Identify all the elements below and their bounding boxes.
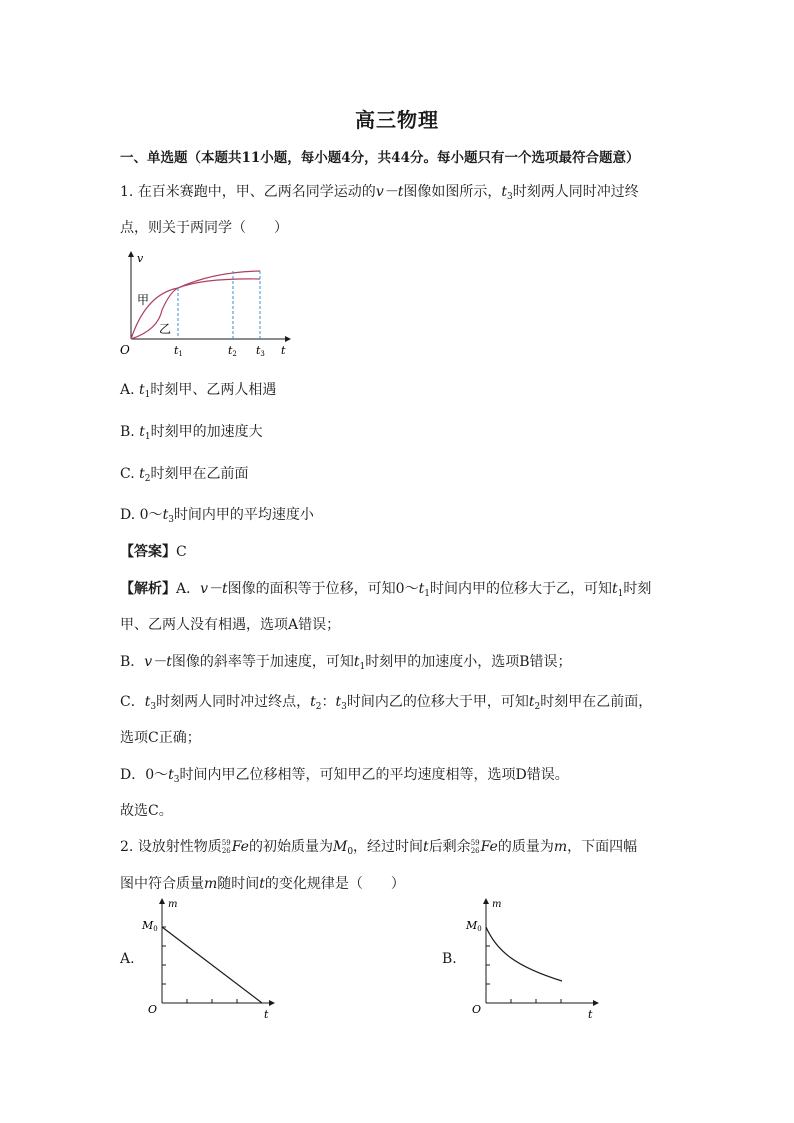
q2-number: 2.	[120, 839, 134, 855]
q2-stem-line1: 2. 设放射性物质59 26Fe的初始质量为$M_0$，经过时间t后剩余59 26Fe的质量为m，下面四幅	[120, 839, 638, 857]
analysis-line5: 选项C正确；	[120, 730, 201, 746]
y-ticks	[486, 946, 490, 984]
t1-tick-label: t1	[174, 344, 183, 358]
q2-graph-b	[462, 897, 602, 1022]
yi-curve	[131, 279, 260, 339]
q2-option-b-letter[interactable]: B.	[442, 951, 457, 967]
m-label: m	[168, 899, 178, 910]
jia-label: 甲	[137, 293, 150, 307]
q1-option-a[interactable]: A. $t_1$时刻甲、乙两人相遇	[120, 382, 277, 400]
exponential-decay-curve	[486, 927, 562, 981]
analysis-line3: B．v－t图像的斜率等于加速度，可知$t_1$时刻甲的加速度小，选项B错误；	[120, 654, 572, 672]
origin-label: O	[148, 1003, 158, 1016]
q1-answer: 【答案】C	[120, 544, 187, 560]
origin-label: O	[472, 1003, 482, 1016]
section-header: 一、单选题（本题共11小题，每小题4分，共44分。每小题只有一个选项最符合题意）	[120, 150, 640, 166]
q1-stem-line1: 1. 在百米赛跑中，甲、乙两名同学运动的v－t图像如图所示，$t_3$时刻两人同时冲过终	[120, 184, 639, 202]
fe-isotope: 59 26Fe	[221, 839, 249, 855]
q1-option-d[interactable]: D. $0\sim t_3$时间内甲的平均速度小	[120, 507, 314, 525]
t-label: t	[281, 344, 286, 357]
m-label: m	[492, 899, 502, 910]
t-label: t	[264, 1008, 269, 1021]
conclusion: 故选C。	[120, 803, 173, 819]
page-title: 高三物理	[355, 108, 439, 132]
x-ticks	[511, 999, 561, 1003]
analysis-line2: 甲、乙两人没有相遇，选项A错误；	[120, 617, 341, 633]
q1-option-c[interactable]: C. $t_2$时刻甲在乙前面	[120, 466, 249, 484]
q1-stem-line2: 点，则关于两同学（ ）	[120, 220, 288, 236]
q2-graph-a	[140, 897, 280, 1022]
q2-stem-line2: 图中符合质量m随时间t的变化规律是（ ）	[120, 876, 405, 892]
q1-number: 1.	[120, 184, 134, 200]
origin-label: O	[120, 343, 130, 357]
analysis-line6: D．$0\sim t_3$时间内甲乙位移相等，可知甲乙的平均速度相等，选项D错误。	[120, 767, 569, 785]
x-ticks	[187, 999, 237, 1003]
t2-tick-label: t2	[228, 344, 237, 358]
vt-graph	[118, 250, 298, 362]
v-label: v	[137, 252, 144, 265]
fe-isotope-2: 59 26Fe	[470, 839, 498, 855]
q2-option-a-letter[interactable]: A.	[120, 951, 135, 967]
m0-label: M0	[466, 919, 482, 933]
t-label: t	[588, 1008, 593, 1021]
analysis-line4: C．$t_3$时刻两人同时冲过终点，$t_2$：$t_3$时间内乙的位移大于甲，可知$t_2$时刻甲在乙前面，	[120, 694, 653, 712]
q1-option-b[interactable]: B. $t_1$时刻甲的加速度大	[120, 424, 263, 442]
analysis-line1: 【解析】A．v－t图像的面积等于位移，可知$0\sim t_1$时间内甲的位移大于乙，可知$t_1$时刻	[120, 581, 652, 599]
linear-decay-line	[162, 927, 262, 1003]
m0-label: M0	[142, 919, 158, 933]
yi-label: 乙	[159, 322, 172, 336]
t3-tick-label: t3	[256, 344, 265, 358]
y-ticks	[162, 927, 166, 984]
